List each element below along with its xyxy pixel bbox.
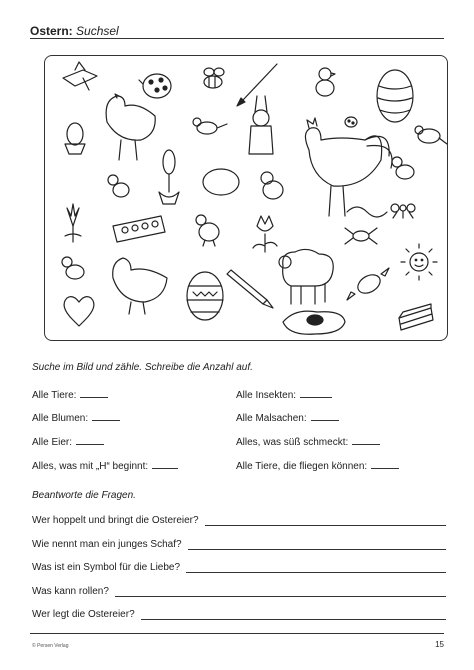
bird-right-illustration <box>415 126 447 144</box>
count-label: Alle Malsachen: <box>236 413 307 424</box>
count-item-eggs <box>32 436 104 448</box>
question-row <box>32 609 446 620</box>
answer-line[interactable] <box>115 587 446 597</box>
answer-line[interactable] <box>80 389 108 398</box>
count-label: Alles, was süß schmeckt: <box>236 437 349 448</box>
question-text: Was kann rollen? <box>32 586 109 597</box>
question-row <box>32 562 446 573</box>
count-label: Alle Tiere, die fliegen können: <box>236 461 368 472</box>
fried-egg-illustration <box>283 311 345 334</box>
answer-line[interactable] <box>141 610 446 620</box>
chick-small-illustration <box>108 175 129 197</box>
count-item-animals <box>32 389 108 401</box>
count-item-sweet-things <box>236 436 380 448</box>
count-label: Alle Tiere: <box>32 390 77 401</box>
subject-label: Suchsel <box>76 24 119 38</box>
small-bird-illustration <box>193 118 227 134</box>
flying-bird-illustration <box>63 62 97 90</box>
count-label: Alle Insekten: <box>236 390 297 401</box>
easter-egg-illustration <box>377 70 413 122</box>
ladybug-small-illustration <box>345 117 357 127</box>
count-item-insects <box>236 389 332 401</box>
flower-illustration <box>65 204 81 242</box>
question-row <box>32 586 446 597</box>
topic-label: Ostern: <box>30 24 73 38</box>
easter-bunny-illustration <box>249 96 273 154</box>
caterpillar-illustration <box>347 207 387 217</box>
question-text: Wer hoppelt und bringt die Ostereier? <box>32 515 199 526</box>
ladybug-illustration <box>139 74 171 98</box>
sun-illustration <box>401 244 437 280</box>
worksheet-title <box>30 24 119 38</box>
answer-line[interactable] <box>188 540 446 550</box>
count-item-flowers <box>32 412 120 424</box>
answer-line[interactable] <box>92 412 120 421</box>
rooster-illustration <box>305 118 392 216</box>
count-label: Alle Blumen: <box>32 413 89 424</box>
answer-line[interactable] <box>352 436 380 445</box>
tulip-illustration <box>253 216 277 252</box>
publisher-note: © Persen Verlag <box>32 643 69 649</box>
footer-rule <box>30 633 444 634</box>
count-item-h-words <box>32 460 178 472</box>
answer-line[interactable] <box>76 436 104 445</box>
counting-instructions: Suche im Bild und zähle. Schreibe die Anzahl auf. <box>32 362 253 373</box>
answer-line[interactable] <box>186 563 446 573</box>
hen-lower-illustration <box>113 258 167 314</box>
ant-illustration <box>391 204 415 218</box>
chick-center-illustration <box>261 172 283 199</box>
answer-line[interactable] <box>371 460 399 469</box>
question-text: Was ist ein Symbol für die Liebe? <box>32 562 181 573</box>
chick-right-illustration <box>392 157 414 179</box>
heart-illustration <box>64 297 94 326</box>
candy-illustration <box>347 268 389 300</box>
question-row <box>32 515 446 526</box>
chick-bottom-left-illustration <box>62 257 84 279</box>
chick-lower-illustration <box>196 215 219 246</box>
pencil-illustration <box>227 270 273 308</box>
answer-line[interactable] <box>152 460 178 469</box>
cake-illustration <box>399 304 433 330</box>
egg-cup-illustration <box>65 123 85 154</box>
hyacinth-illustration <box>159 150 179 204</box>
count-label: Alles, was mit „H“ beginnt: <box>32 461 149 472</box>
question-text: Wie nennt man ein junges Schaf? <box>32 539 182 550</box>
lamb-illustration <box>279 249 333 304</box>
answer-line[interactable] <box>300 389 332 398</box>
decorated-egg-illustration <box>187 272 223 320</box>
count-item-flying-animals <box>236 460 399 472</box>
question-row <box>32 539 446 550</box>
header-rule <box>30 38 444 39</box>
bee-illustration <box>204 68 224 88</box>
egg-illustration <box>203 169 239 195</box>
questions-heading: Beantworte die Fragen. <box>32 490 136 501</box>
chick-illustration <box>316 68 335 96</box>
hen-illustration <box>106 94 155 160</box>
answer-line[interactable] <box>205 516 446 526</box>
page-number: 15 <box>435 640 444 649</box>
question-text: Wer legt die Ostereier? <box>32 609 135 620</box>
insect-illustration <box>345 228 377 244</box>
search-picture <box>44 55 448 341</box>
answer-line[interactable] <box>311 412 339 421</box>
egg-carton-illustration <box>113 216 165 242</box>
count-item-painting-supplies <box>236 412 339 424</box>
count-label: Alle Eier: <box>32 437 73 448</box>
